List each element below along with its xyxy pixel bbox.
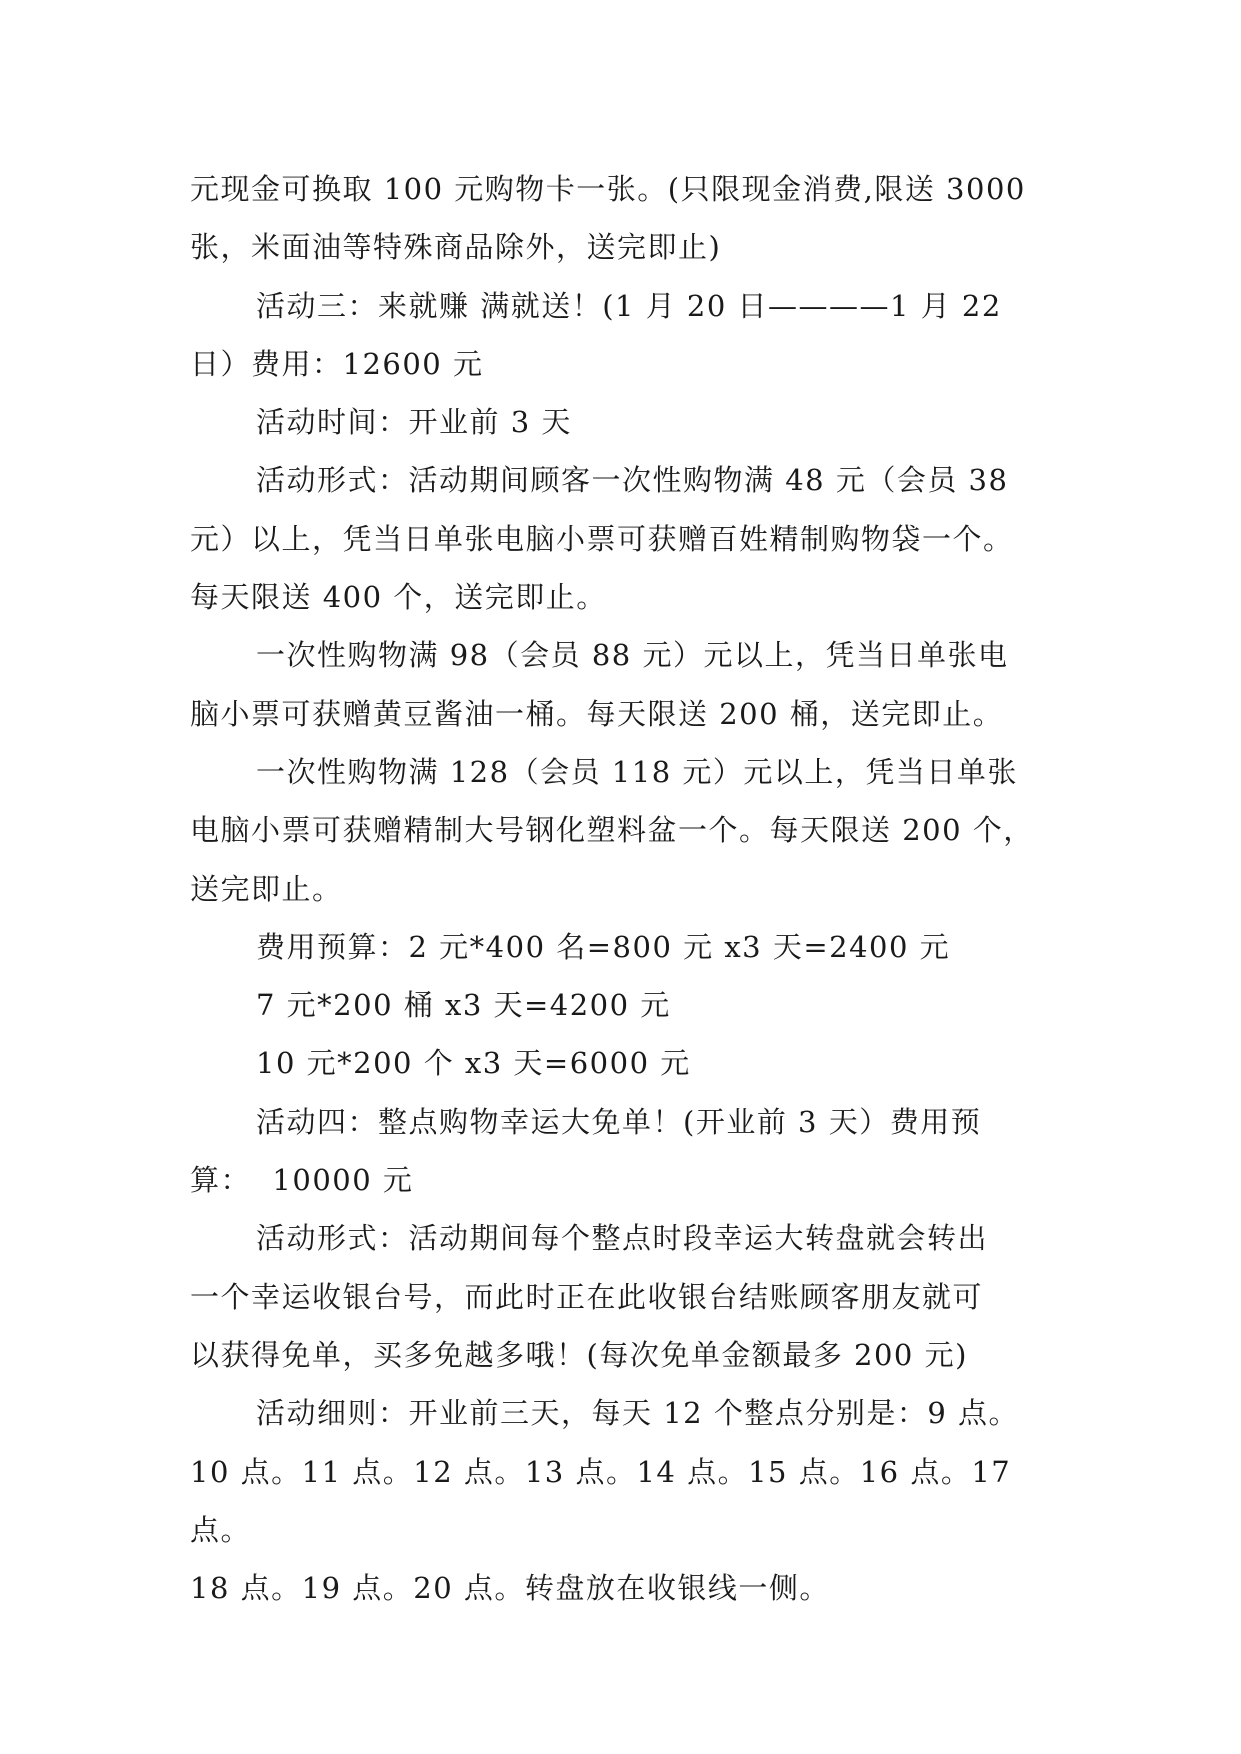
text-line: 活动形式：活动期间每个整点时段幸运大转盘就会转出 bbox=[256, 1221, 989, 1256]
text-line: 以获得免单，买多免越多哦！(每次免单金额最多 200 元) bbox=[190, 1337, 968, 1372]
text-line: 每天限送 400 个，送完即止。 bbox=[190, 580, 607, 615]
text-line: 活动细则：开业前三天，每天 12 个整点分别是：9 点。 bbox=[256, 1396, 1020, 1431]
text-line: 脑小票可获赠黄豆酱油一桶。每天限送 200 桶，送完即止。 bbox=[190, 696, 1004, 731]
text-line: 活动形式：活动期间顾客一次性购物满 48 元（会员 38 bbox=[256, 463, 1009, 498]
text-line: 18 点。19 点。20 点。转盘放在收银线一侧。 bbox=[190, 1571, 830, 1606]
text-line: 一次性购物满 98（会员 88 元）元以上，凭当日单张电 bbox=[256, 638, 1009, 673]
text-line: 活动四：整点购物幸运大免单！(开业前 3 天）费用预 bbox=[256, 1104, 982, 1139]
text-line: 10 元*200 个 x3 天=6000 元 bbox=[256, 1046, 691, 1081]
text-line: 费用预算：2 元*400 名=800 元 x3 天=2400 元 bbox=[256, 929, 951, 964]
text-line: 元）以上，凭当日单张电脑小票可获赠百姓精制购物袋一个。 bbox=[190, 521, 1014, 556]
text-line: 元现金可换取 100 元购物卡一张。(只限现金消费,限送 3000 bbox=[190, 172, 1026, 206]
text-line: 7 元*200 桶 x3 天=4200 元 bbox=[256, 988, 671, 1023]
text-line: 10 点。11 点。12 点。13 点。14 点。15 点。16 点。17 点。 bbox=[190, 1454, 1022, 1547]
text-line: 活动时间：开业前 3 天 bbox=[256, 405, 572, 440]
text-line: 电脑小票可获赠精制大号钢化塑料盆一个。每天限送 200 个， bbox=[190, 813, 1034, 848]
text-line: 一个幸运收银台号，而此时正在此收银台结账顾客朋友就可 bbox=[190, 1279, 984, 1314]
text-line: 算： 10000 元 bbox=[190, 1163, 414, 1198]
text-line: 活动三：来就赚 满就送！(1 月 20 日————1 月 22 bbox=[256, 288, 1002, 323]
text-line: 张，米面油等特殊商品除外，送完即止) bbox=[190, 230, 722, 265]
text-line: 送完即止。 bbox=[190, 871, 343, 906]
text-line: 日）费用：12600 元 bbox=[190, 346, 484, 381]
text-line: 一次性购物满 128（会员 118 元）元以上，凭当日单张 bbox=[256, 754, 1018, 789]
document-body bbox=[190, 160, 1060, 1617]
